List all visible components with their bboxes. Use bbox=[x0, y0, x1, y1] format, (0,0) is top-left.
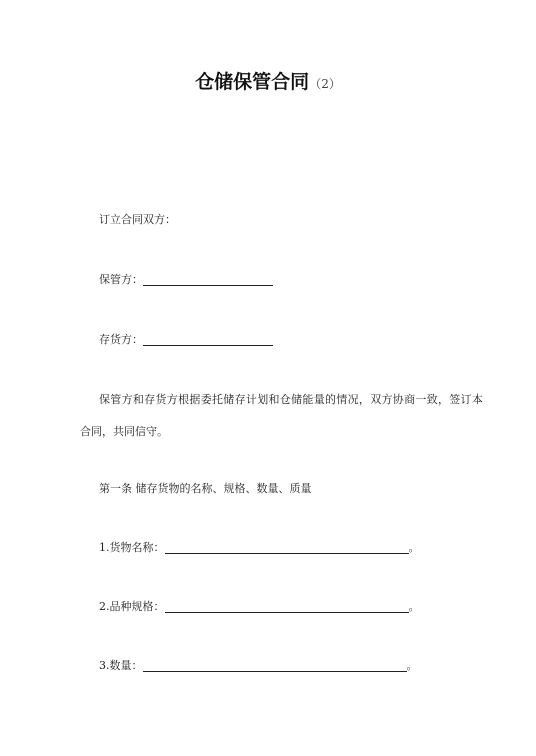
preamble-line-2: 合同，共同信守。 bbox=[80, 425, 168, 438]
item-3-line bbox=[99, 658, 418, 674]
item-1-line bbox=[99, 540, 420, 556]
custodian-blank bbox=[143, 273, 273, 286]
document-title bbox=[0, 68, 536, 98]
title-suffix: （2） bbox=[309, 77, 341, 91]
item-2-label: 2.品种规格： bbox=[99, 600, 165, 613]
item-2-blank bbox=[165, 600, 409, 613]
depositor-line bbox=[99, 332, 273, 348]
depositor-label: 存货方： bbox=[99, 333, 143, 346]
depositor-blank bbox=[143, 333, 273, 346]
item-1-period: 。 bbox=[408, 541, 420, 554]
item-1-label: 1.货物名称： bbox=[99, 541, 165, 554]
item-2-line bbox=[99, 599, 420, 615]
preamble-line-1: 保管方和存货方根据委托储存计划和仓储能量的情况，双方协商一致，签订本 bbox=[99, 393, 484, 406]
article-1-heading: 第一条 储存货物的名称、规格、数量、质量 bbox=[99, 482, 312, 495]
item-3-label: 3.数量： bbox=[99, 659, 143, 672]
item-3-period: 。 bbox=[406, 659, 418, 672]
parties-intro: 订立合同双方： bbox=[99, 213, 176, 226]
title-main: 仓储保管合同 bbox=[195, 71, 310, 93]
item-1-blank bbox=[165, 541, 409, 554]
custodian-label: 保管方： bbox=[99, 273, 143, 286]
item-3-blank bbox=[143, 659, 407, 672]
item-2-period: 。 bbox=[408, 600, 420, 613]
custodian-line bbox=[99, 272, 273, 288]
